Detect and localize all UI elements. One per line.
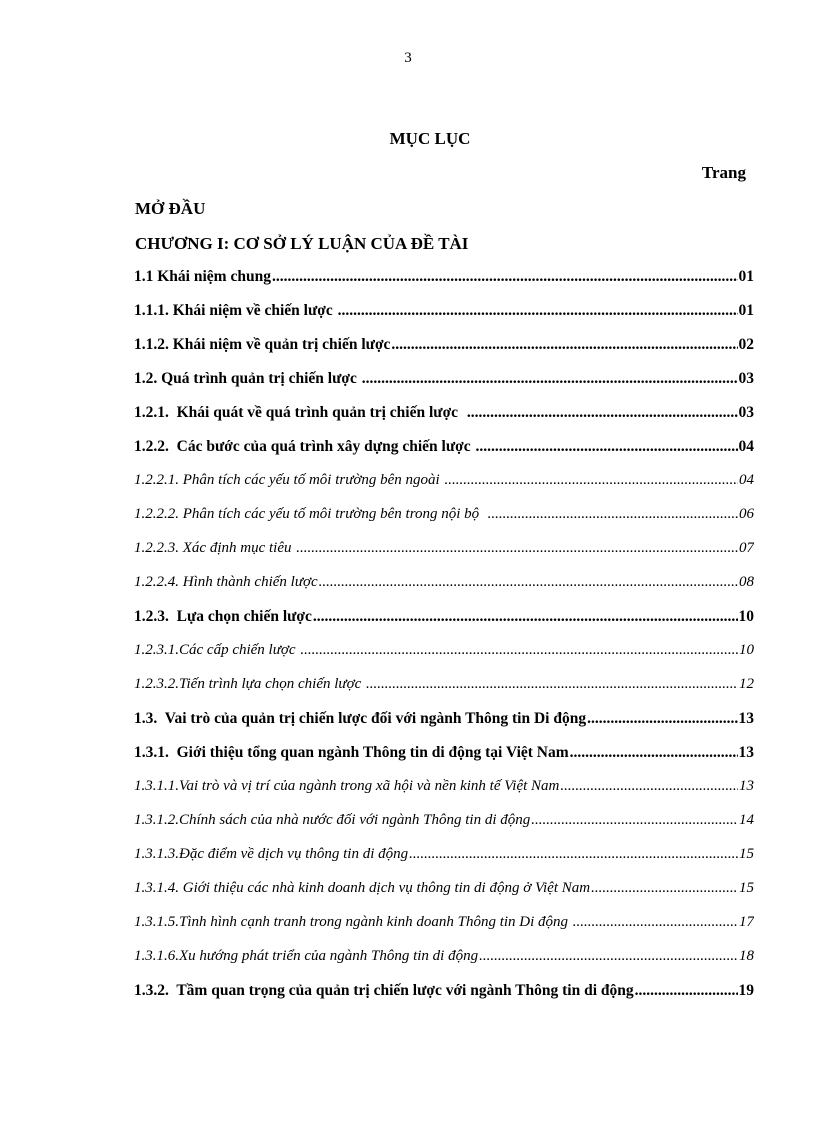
toc-entry	[134, 812, 754, 846]
toc-title: MỤC LỤC	[389, 129, 471, 148]
toc-entry-page: 04	[738, 438, 754, 455]
toc-entry-label: 1.2.2.3. Xác định mục tiêu	[134, 540, 296, 556]
toc-entry	[134, 608, 754, 642]
toc-entry	[134, 710, 754, 744]
toc-entry	[134, 336, 754, 370]
toc-dot-leader	[319, 574, 738, 591]
toc-dot-leader	[587, 710, 737, 728]
toc-entry-label: 1.3.1.3.Đặc điểm về dịch vụ thông tin di động	[134, 846, 409, 862]
toc-entry-page: 13	[738, 744, 754, 761]
toc-page-column-header: Trang	[701, 163, 746, 182]
toc-entry-page: 10	[738, 608, 754, 625]
toc-entry	[134, 676, 754, 710]
toc-entry-page: 01	[738, 302, 754, 319]
toc-entry-label: 1.2.2. Các bước của quá trình xây dựng chiến lược	[134, 438, 475, 455]
toc-entry-page: 12	[739, 676, 754, 692]
toc-entry-label: 1.3.1.5.Tình hình cạnh tranh trong ngành kinh doanh Thông tin Di động	[134, 914, 572, 930]
toc-entry	[134, 778, 754, 812]
toc-entry-label: 1.3.2. Tầm quan trọng của quản trị chiến lược với ngành Thông tin di động	[134, 982, 634, 999]
chapter-heading: CHƯƠNG I: CƠ SỞ LÝ LUẬN CỦA ĐỀ TÀI	[135, 234, 469, 253]
toc-entry-page: 15	[739, 846, 754, 862]
toc-entry-page: 10	[739, 642, 754, 658]
toc-entry	[134, 472, 754, 506]
toc-entry-label: 1.2.1. Khái quát về quá trình quản trị chiến lược	[134, 404, 466, 421]
toc-entry-page: 18	[739, 948, 754, 964]
toc-dot-leader	[296, 540, 738, 557]
toc-entry-label: 1.1.1. Khái niệm về chiến lược	[134, 302, 337, 319]
toc-entry-label: 1.2.2.4. Hình thành chiến lược	[134, 574, 318, 590]
toc-entry-label: 1.2. Quá trình quản trị chiến lược	[134, 370, 361, 387]
toc-entry	[134, 404, 754, 438]
toc-dot-leader	[475, 438, 737, 456]
toc-entry-page: 08	[739, 574, 754, 590]
toc-entry-label: 1.3.1.6.Xu hướng phát triển của ngành Thông tin di động	[134, 948, 479, 964]
toc-entry-label: 1.1.2. Khái niệm về quản trị chiến lược	[134, 336, 391, 353]
toc-entry	[134, 948, 754, 982]
toc-entry	[134, 540, 754, 574]
toc-dot-leader	[467, 404, 738, 422]
toc-entry-page: 17	[739, 914, 754, 930]
toc-entry	[134, 880, 754, 914]
toc-entry-page: 06	[739, 506, 754, 522]
toc-entry-label: 1.2.2.2. Phân tích các yếu tố môi trường bên trong nội bộ	[134, 506, 487, 522]
toc-entry-label: 1.1 Khái niệm chung	[134, 268, 271, 285]
toc-entry	[134, 642, 754, 676]
toc-entry	[134, 268, 754, 302]
toc-dot-leader	[591, 880, 738, 897]
toc-entry-label: 1.2.3. Lựa chọn chiến lược	[134, 608, 312, 625]
toc-entry-label: 1.3.1.2.Chính sách của nhà nước đối với ngành Thông tin di động	[134, 812, 531, 828]
toc-entry-label: 1.2.3.1.Các cấp chiến lược	[134, 642, 300, 658]
toc-entry-label: 1.3.1. Giới thiệu tổng quan ngành Thông tin di động tại Việt Nam	[134, 744, 569, 761]
toc-dot-leader	[313, 608, 738, 626]
toc-entry-page: 19	[738, 982, 754, 999]
toc-entry-label: 1.2.3.2.Tiến trình lựa chọn chiến lược	[134, 676, 366, 692]
toc-dot-leader	[338, 302, 738, 320]
toc-dot-leader	[300, 642, 738, 659]
toc-dot-leader	[560, 778, 738, 795]
toc-entry	[134, 914, 754, 948]
toc-entry-page: 15	[739, 880, 754, 896]
toc-entry-page: 03	[738, 370, 754, 387]
toc-dot-leader	[570, 744, 738, 762]
toc-dot-leader	[573, 914, 738, 931]
toc-dot-leader	[531, 812, 738, 829]
toc-entry	[134, 302, 754, 336]
toc-entry-page: 02	[738, 336, 754, 353]
toc-entry	[134, 846, 754, 880]
toc-entry-label: 1.3. Vai trò của quản trị chiến lược đối với ngành Thông tin Di động	[134, 710, 587, 727]
toc-dot-leader	[444, 472, 738, 489]
toc-dot-leader	[362, 370, 738, 388]
toc-dot-leader	[366, 676, 738, 693]
toc-entry-page: 01	[738, 268, 754, 285]
toc-dot-leader	[479, 948, 738, 965]
toc-dot-leader	[391, 336, 737, 354]
page-number: 3	[404, 50, 412, 66]
opening-heading: MỞ ĐẦU	[135, 199, 206, 218]
toc-entry	[134, 438, 754, 472]
toc-entry-label: 1.3.1.1.Vai trò và vị trí của ngành trong xã hội và nền kinh tế Việt Nam	[134, 778, 560, 794]
toc-entry-label: 1.2.2.1. Phân tích các yếu tố môi trường bên ngoài	[134, 472, 444, 488]
toc-dot-leader	[635, 982, 738, 1000]
toc-dot-leader	[272, 268, 738, 286]
toc-list	[134, 268, 754, 1016]
toc-entry-page: 13	[738, 710, 754, 727]
toc-entry-page: 13	[739, 778, 754, 794]
toc-entry	[134, 506, 754, 540]
toc-entry-label: 1.3.1.4. Giới thiệu các nhà kinh doanh dịch vụ thông tin di động ở Việt Nam	[134, 880, 591, 896]
toc-entry-page: 07	[739, 540, 754, 556]
toc-dot-leader	[409, 846, 738, 863]
toc-entry-page: 03	[738, 404, 754, 421]
toc-entry	[134, 370, 754, 404]
toc-entry	[134, 574, 754, 608]
toc-entry	[134, 982, 754, 1016]
toc-entry-page: 04	[739, 472, 754, 488]
toc-entry	[134, 744, 754, 778]
toc-dot-leader	[488, 506, 738, 523]
toc-entry-page: 14	[739, 812, 754, 828]
